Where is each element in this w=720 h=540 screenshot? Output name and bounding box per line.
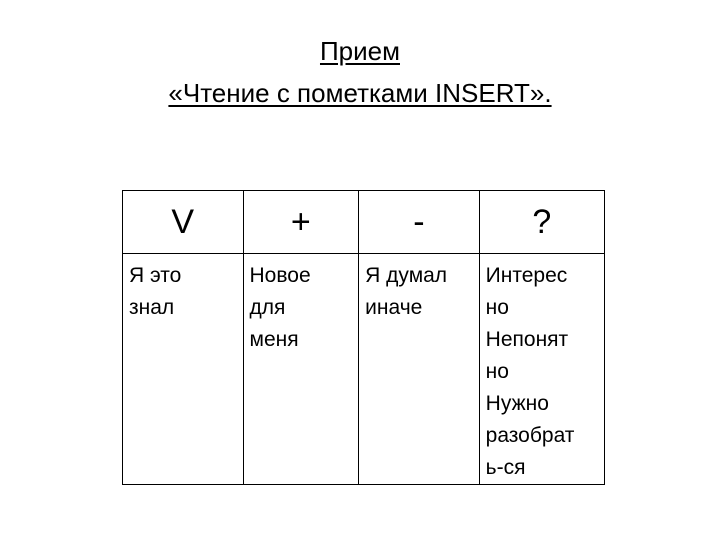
cell-question-text: Интерес но Непонят но Нужно разобрат ь-ся — [485, 264, 575, 479]
header-cell-plus: + — [243, 191, 359, 254]
slide-title — [0, 30, 720, 114]
insert-table — [122, 190, 605, 485]
header-cell-check: V — [123, 191, 244, 254]
cell-check — [123, 254, 244, 485]
header-cell-minus: - — [359, 191, 480, 254]
title-line-1: Прием — [319, 36, 400, 66]
content-row — [123, 254, 605, 485]
cell-minus — [359, 254, 480, 485]
header-row — [123, 191, 605, 254]
cell-minus-text: Я думал иначе — [365, 264, 448, 319]
cell-question — [479, 254, 604, 485]
cell-check-text: Я это знал — [129, 264, 182, 319]
title-line-2: «Чтение с пометками INSERT». — [168, 78, 552, 108]
cell-plus-text: Новое для меня — [249, 264, 311, 351]
cell-plus — [243, 254, 359, 485]
header-cell-question: ? — [479, 191, 604, 254]
